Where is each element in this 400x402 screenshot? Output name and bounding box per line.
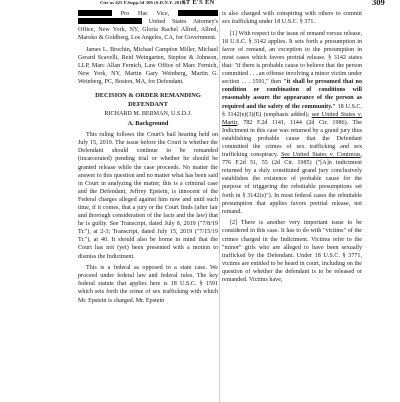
text-run: 18 U.S.C. § 3142(e)(3)(E) (emphasis added); <box>222 103 362 118</box>
paragraph-continued: is also charged with conspiring with others to commit sex trafficking under 18 U.S.C. § 371. <box>222 11 362 26</box>
page-number: 309 <box>372 0 385 7</box>
citation-line: Cite as 425 F.Supp.3d 306 (S.D.N.Y. 2019) <box>100 0 186 5</box>
column-divider <box>219 12 220 402</box>
text-run: [1] With respect to the issue of remand versus release, 18 U.S.C. § 3142 applies. It sets forth a presumption in favor of remand, an exception to the presumption in most cases which favors pretrial release. § 3142 states that: "if there is probable cause to believe that the person committed . . . an offense involving a minor victim under section . . . 1591," then <box>222 30 362 86</box>
paragraph-remand-presumption <box>222 30 362 216</box>
header-caption: ST E'S EN <box>182 0 215 6</box>
paragraph-background-1: This ruling follows the Court's bail hearing held on July 15, 2019. The issue before the Court is whether the Defendant should continue to be remanded (incarcerated) pending trial or whether he should be granted release while the case proceeds. No matter the answer to this question and no matter what has been said in Court in analyzing the matter, this is a criminal case and the Defendant, Jeffrey Epstein, is innocent of the Federal charges alleged against him now and until such time, if it comes, that a jury or the Court finds (after fair and thorough consideration of the facts and the law) that he is guilty. See Transcript, dated July 8, 2019 ("7/8/19 Tr."), at 2-3; Transcript, dated July 15, 2019 ("7/15/19 Tr."), at 40. It should also be borne in mind that the Court has not (yet) been presented with a motion to dismiss the Indictment. <box>78 132 218 260</box>
left-column <box>78 10 218 305</box>
right-column <box>222 10 362 284</box>
paragraph-victims: [2] There is another very important issue to be considered in this case. It has to do with "victims" of the crimes charged in the Indictment. Victims refer to the "minor" girls who are alleged to have been sexually trafficked by the Defendant. Under 18 U.S.C. § 3771, victims are entitled to be heard in court, including on the question of whether the defendant is to be released or remanded. Victims have, <box>222 220 362 283</box>
case-citation-contreras: See United States v. Contreras <box>280 152 361 159</box>
text-run: , 782 F.2d 1141, 1144 (2d Cir. 1986). The Indictment in this case was returned by a grand jury thus establishing probable cause that the Defendant committed the crimes of sex trafficking and sex trafficking conspiracy. <box>222 119 362 159</box>
counsel-pro-hac-vice: Pro Hac Vice, <box>120 11 170 17</box>
redaction-block <box>178 10 218 16</box>
judge-name: RICHARD M. BERMAN, U.S.D.J. <box>104 111 192 118</box>
text-run: , 776 F.2d 51, 55 (2d Cir. 1985) ("[A]n indictment returned by a duly constituted grand jury conclusively establishes the existence of probable cause for the purpose of triggering the rebuttable presumptions set forth in § 3142(e)"). In most federal cases the rebuttable presumption that applies favors pretrial release, not remand. <box>222 152 362 215</box>
emphasized-quote: "it shall be presumed that no condition or combination of conditions will reasonably assure the appearance of the person as required and the safety of the community." <box>222 79 362 110</box>
paragraph-background-2: This is a federal as opposed to a state case. We proceed under federal law and federal rules. The key federal statute that applies here is 18 U.S.C. § 1591 which sets forth the crime of sex trafficking with which Mr. Epstein is charged. Mr. Epstein <box>78 265 218 304</box>
redaction-block <box>78 18 142 24</box>
section-heading-background: A. Background <box>127 119 169 127</box>
opinion-title: DECISION & ORDER REMANDING DEFENDANT <box>95 92 201 108</box>
counsel-line-1 <box>78 10 218 42</box>
counsel-government: United States Attorney's Office, New York, NY, Gloria Rachel Allred, Allred, Maroko & Goldberg, Los Angeles, CA, for Government. <box>78 19 218 42</box>
case-citation-martir: see United States v. Martir <box>222 111 362 126</box>
counsel-defendant: James L. Brochin, Michael Campion Miller, Michael Gerard Scavelli, Reid Weingarten, Steptoe & Johnson, LLP, Marc Allan Fernich, Law Office of Marc Fernich, New York, NY, Martin Gary Weinberg, Martin G. Weinberg, PC, Boston, MA, for Defendant. <box>78 46 218 86</box>
redaction-block <box>78 10 112 16</box>
